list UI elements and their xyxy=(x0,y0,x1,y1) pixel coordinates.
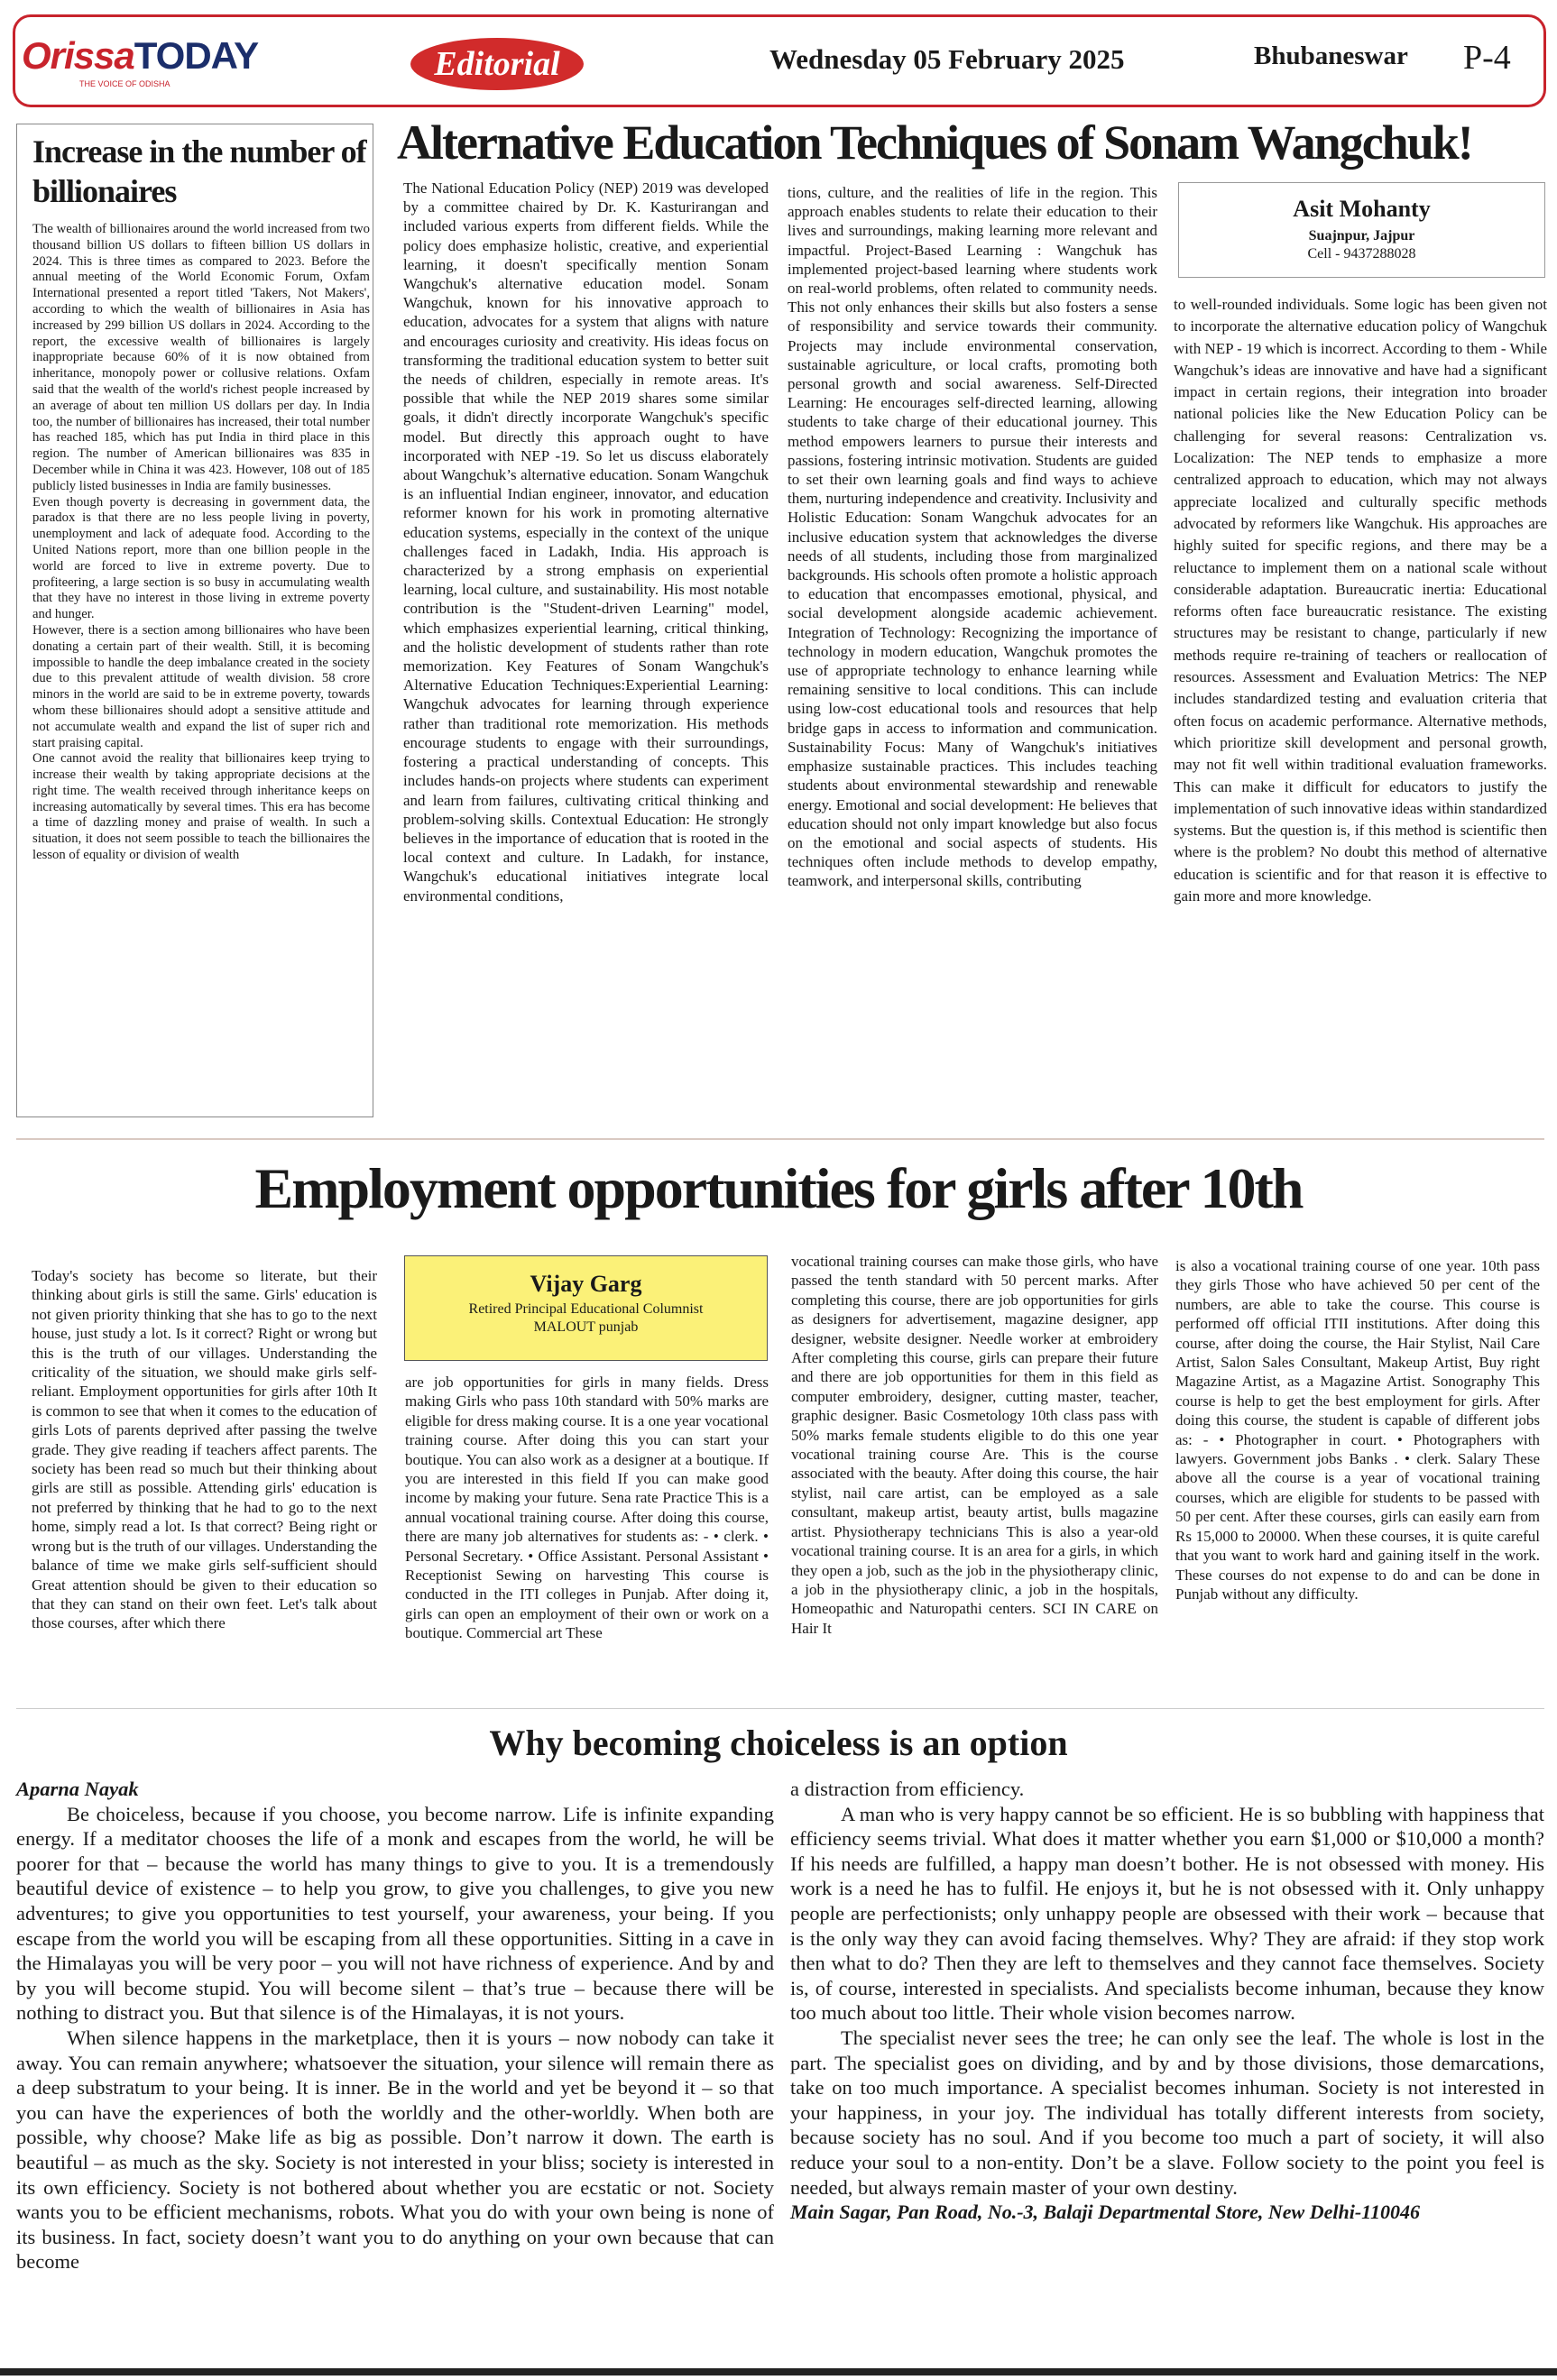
billionaires-paragraph: However, there is a section among billionaires who have been donating a certain part of their wealth. Still, it is becoming impossible to handle the deep imbalance created in the society due to this prevalent attitude of wealth division. 58 crore minors in the world are said to be in extreme poverty, towards whom these billionaires should adopt a sensitive attitude and not accumulate wealth and expand the list of super rich and start praising capital. xyxy=(32,622,370,750)
logo-orissa: Orissa xyxy=(22,34,134,77)
wangchuk-headline: Alternative Education Techniques of Sonam Wangchuk! xyxy=(397,115,1472,170)
author-name: Vijay Garg xyxy=(530,1271,642,1297)
billionaires-paragraph: The wealth of billionaires around the world increased from two thousand billion US dollars to fifteen billion US dollars in 2024. This is three times as compared to 2023. Before the annual meeting of the World Economic Forum, Oxfam International presented a report titled 'Takers, Not Makers', according to which the wealth of billionaires in Asia has increased by 299 billion US dollars in 2024. According to the report, the excessive wealth of billionaires is largely inappropriate because 60% of it is now obtained from inheritance, monopoly power or collusive relations. Oxfam said that the wealth of the world's richest people increased by an average of about ten million US dollars per day. In India too, the number of billionaires has increased, their total number has reached 185, which has put India in third place in this region. The number of American billionaires was 835 in December while in China it was 423. However, 108 out of 185 publicly listed businesses in India are family businesses. xyxy=(32,222,370,493)
choiceless-paragraph: A man who is very happy cannot be so efficient. He is so bubbling with happiness that efficiency seems trivial. What does it matter whether you earn $1,000 or $10,000 a month? If his needs are fulfilled, a happy man doesn’t bother. He is not obsessed with money. His work is a need he has to fulfil. He enjoys it, but he is not obsessed with it. Only unhappy people are perfectionists; only unhappy people are obsessed with their work – because that is the only way they can avoid facing themselves. Why? They are afraid: if they stop work then what to do? Then they are left to themselves and they cannot face themselves. Society is, of course, interested in specialists. And specialists become inhuman, because they know too much about too little. Their whole vision becomes narrow. xyxy=(790,1802,1544,2025)
choiceless-paragraph: The specialist never sees the tree; he can only see the leaf. The whole is lost in the part. The specialist goes on dividing, and by and by those divisions, those demarcations, take on too much importance. A specialist becomes inhuman. Society is not interested in your happiness, in your joy. The individual has totally different interests from society, because society has no soul. And if you become too much a part of society, it will also reduce your soul to a non-entity. Don’t be a slave. Follow society to the point you feel is needed, but always remain master of your own destiny. xyxy=(790,2026,1544,2199)
orissa-today-logo[interactable] xyxy=(22,34,258,78)
author-place: MALOUT punjab xyxy=(533,1319,639,1335)
wangchuk-column-2: tions, culture, and the realities of life in the region. This approach enables students to relate their education to their lives and surroundings, making learning more relevant and impactful. Project-Based Learning : Wangchuk has implemented project-based learning where students work on real-world problems, often related to community needs. This not only enhances their skills but also fosters a sense of responsibility and service towards their community. Projects may include environmental conservation, sustainable agriculture, or local crafts, promoting both personal growth and social awareness. Self-Directed Learning: He encourages self-directed learning, allowing students to take charge of their educational journey. This method empowers learners to pursue their interests and passions, fostering intrinsic motivation. Students are guided to set their own learning goals and find ways to achieve them, nurturing independence and creativity. Inclusivity and Holistic Education: Sonam Wangchuk advocates for an inclusive education system that acknowledges the diverse needs of all students, including those from marginalized backgrounds. His schools often promote a holistic approach to education that encompasses emotional, physical, and social development alongside academic achievement. Integration of Technology: Recognizing the importance of technology in modern education, Wangchuk promotes the use of appropriate technology to enhance learning while remaining sensitive to local conditions. This can include using low-cost educational tools and resources that help bridge gaps in access to information and communication. Sustainability Focus: Many of Wangchuk's initiatives emphasize sustainable practices. This includes teaching students about environmental stewardship and renewable energy. Emotional and social development: He believes that education should not only impart knowledge but also focus on the emotional and social aspects of students. His techniques often include methods to develop empathy, teamwork, and interpersonal skills, contributing xyxy=(788,184,1157,890)
choiceless-column-left xyxy=(16,1777,774,2274)
employment-headline: Employment opportunities for girls after 10th xyxy=(254,1156,1303,1220)
wangchuk-column-1: The National Education Policy (NEP) 2019 was developed by a committee chaired by Dr. K. Kasturirangan and included various experts from different fields. While the policy does emphasize holistic, creative, and experiential learning, it doesn't specifically mention Sonam Wangchuk's alternative education model. Sonam Wangchuk, known for his innovative approach to education, advocates for a system that aligns with nature and encourages curiosity and creativity. His ideas focus on transforming the traditional education system to better suit the needs of children, especially in remote areas. It's possible that while the NEP 2019 shares some similar goals, it didn't directly incorporate Wangchuk's specific model. But directly this approach ought to have incorporated with NEP -19. So let us discuss elaborately about Wangchuk’s alternative education. Sonam Wangchuk is an influential Indian engineer, innovator, and education reformer known for his work in promoting alternative education systems, especially in the context of the unique challenges faced in Ladakh, India. His approach is characterized by a strong emphasis on experiential learning, local culture, and sustainability. His most notable contribution is the "Student-driven Learning" model, which emphasizes experiential learning, critical thinking, and the holistic development of students rather than rote memorization. Key Features of Sonam Wangchuk's Alternative Education Techniques:Experiential Learning: Wangchuk advocates for learning through experience rather than traditional rote memorization. His methods encourage students to engage with their surroundings, fostering a practical understanding of concepts. This includes hands-on projects where students can experiment and learn from failures, cultivating critical thinking and problem-solving skills. Contextual Education: He strongly believes in the importance of education that is rooted in the local context and culture. In Ladakh, for instance, Wangchuk's educational initiatives integrate local environmental conditions, xyxy=(403,179,769,905)
employment-column-4: is also a vocational training course of one year. 10th pass they girls Those who have achieved 50 per cent of the numbers, are able to take the course. This course is performed off official ITII institutions. After doing this course, after doing the course, the Hair Stylist, Nail Care Artist, Salon Sales Consultant, Makeup Artist, Buy right Magazine Artist, as a Magazine Artist. Sonography This course is help to get the best employment for girls. After doing this course, the student is capable of different jobs as: - • Photographer in court. • Photographers with lawyers. Government jobs Banks . • clerk. Salary These above all the course is a year of vocational training courses, which are eligible for students to be passed with 50 per cent. After these courses, girls can easily earn from Rs 15,000 to 20000. When these courses, it is quite careful that you want to work hard and gaining itself in the work. These courses do not expense to do and can be done in Punjab without any difficulty. xyxy=(1175,1257,1540,1603)
choiceless-headline: Why becoming choiceless is an option xyxy=(489,1723,1068,1763)
page-number: P-4 xyxy=(1463,39,1511,77)
author-role: Retired Principal Educational Columnist xyxy=(468,1301,704,1317)
choiceless-paragraph: a distraction from efficiency. xyxy=(790,1778,1025,1800)
billionaires-body xyxy=(32,222,370,864)
employment-column-3: vocational training courses can make those girls, who have passed the tenth standard with 50 percent marks. After completing this course, there are job opportunities for girls as designers for advertisement, magazine designer, app designer, website designer. Needle worker at embroidery After completing this course, girls can prepare their future and there are job opportunities for them in this field as computer embroidery, designer, cutting master, teacher, graphic designer. Basic Cosmetology 10th class pass with 50% marks female students eligible to do this one year vocational training course Are. This is the course associated with the beauty. After doing this course, the hair stylist, nail care artist, can be employed as a sale consultant, makeup artist, beauty artist, bulls magazine artist. Physiotherapy technicians This is also a year-old vocational training course. It is an area for a girls, in which they open a job, such as the job in the physiotherapy clinic, a job in the physiotherapy clinic, a job in the hospitals, Homeopathic and Naturopathi centers. SCI IN CARE on Hair It xyxy=(791,1253,1158,1637)
author-place: Suajnpur, Jajpur xyxy=(1308,228,1415,244)
wangchuk-column-3: to well-rounded individuals. Some logic has been given not to incorporate the alternative education policy of Wangchuk with NEP - 19 which is incorrect. According to them - While Wangchuk’s ideas are innovative and have had a significant impact in certain regions, their integration into broader national policies like the New Education Policy can be challenging for several reasons: Centralization vs. Localization: The NEP tends to emphasize a more centralized approach to education, which may not always appreciate localized and culturally specific methods advocated by reformers like Wangchuk. His approaches are highly suited for specific regions, and there may be a reluctance to implement them on a national scale without considerable adaptation. Bureaucratic inertia: Educational reforms often face bureaucratic resistance. The existing structures may be resistant to change, particularly if new methods require re-training of teachers or reallocation of resources. Assessment and Evaluation Metrics: The NEP includes standardized testing and evaluation criteria that often focus on academic performance. Alternative methods, which prioritize skill development and personal growth, may not fit well within traditional evaluation frameworks. This can make it difficult for educators to justify the implementation of such innovative ideas within standardized systems. But the question is, if this method is scientific then where is the problem? No doubt this method of alternative education is scientific and for that reason it is effective to gain more and more knowledge. xyxy=(1174,296,1547,905)
billionaires-title: Increase in the number of billionaires xyxy=(32,133,366,209)
choiceless-paragraph: Be choiceless, because if you choose, you become narrow. Life is infinite expanding energy. If a meditator chooses the life of a monk and escapes from the world, he will be poorer for that – because the world has many things to give to you. It is a tremendously beautiful device of existence – to help you grow, to give you challenges, to give you new adventures; to give you opportunities to test yourself, your awareness, your being. If you escape from the world you will be escaping from all these opportunities. Sitting in a cave in the Himalayas you will be very poor – you will not have richness of experience. And by and by you will become stupid. You will become silent – that’s true – because there will be nothing to distract you. But that silence is of the Himalayas, it is not yours. xyxy=(16,1802,774,2025)
author-cell: Cell - 9437288028 xyxy=(1307,246,1416,262)
employment-column-2: are job opportunities for girls in many fields. Dress making Girls who pass 10th standard with 50% marks are eligible for dress making course. It is a one year vocational training course. After doing this you can start your boutique. You can also work as a designer at a boutique. If you are interested in this field If you can make good income by making your future. Sena rate Practice This is a annual vocational training course. After doing this course, there are many job alternatives for students as: - • clerk. • Personal Secretary. • Office Assistant. Personal Assistant • Receptionist Sewing on harvesting This course is conducted in the ITI colleges in Punjab. After doing it, girls can open an employment of their own or work on a boutique. Commercial art These xyxy=(405,1374,769,1642)
issue-date: Wednesday 05 February 2025 xyxy=(769,43,1125,75)
choiceless-column-right xyxy=(790,1777,1544,2225)
choiceless-byline: Aparna Nayak xyxy=(16,1778,139,1800)
section-divider xyxy=(16,1708,1544,1709)
wangchuk-author-box xyxy=(1178,182,1545,278)
employment-column-1: Today's society has become so literate, but their thinking about girls is still the same. Girls' education is not given priority thinking that she has to go to the next house, just study a lot. Is it correct? Right or wrong but this is the truth of our villages. Understanding the criticality of the situation, we should make girls self-reliant. Employment opportunities for girls after 10th It is common to see that when it comes to the education of girls Lots of parents deprived after passing the twelve grade. They give reading if teachers affect parents. The society has been read so much but their thinking about girls are still as possible. Attending girls' education is not preferred by thinking that he had to go to the next home, simply read a lot. Is that correct? Being right or wrong but is the truth of our villages. Understanding the balance of time we make girls self-sufficient should Great attention should be given to their education so that they can stand on their own feet. Let's talk about those courses, after which there xyxy=(32,1267,377,1632)
employment-author-box xyxy=(404,1255,768,1361)
edition-city: Bhubaneswar xyxy=(1254,41,1408,70)
logo-tagline: THE VOICE OF ODISHA xyxy=(79,79,170,88)
choiceless-address: Main Sagar, Pan Road, No.-3, Balaji Departmental Store, New Delhi-110046 xyxy=(790,2201,1420,2224)
page-bottom-rule xyxy=(0,2368,1557,2375)
billionaires-paragraph: One cannot avoid the reality that billionaires keep trying to increase their wealth by taking appropriate decisions at the right time. The wealth received through inheritance keeps on increasing automatically by several times. This era has become a time of dazzling money and praise of wealth. In such a situation, it does not seem possible to teach the billionaires the lesson of equality or division of wealth xyxy=(32,751,370,863)
billionaires-paragraph: Even though poverty is decreasing in government data, the paradox is that there are no less people living in poverty, unemployment and lack of adequate food. According to the United Nations report, more than one billion people in the world are forced to live in extreme poverty. Due to profiteering, a large section is so busy in accumulating wealth that they have no interest in those living in extreme poverty and hunger. xyxy=(32,494,370,622)
section-badge: Editorial xyxy=(410,38,584,90)
logo-today: TODAY xyxy=(134,34,259,77)
section-divider xyxy=(16,1138,1544,1140)
choiceless-paragraph: When silence happens in the marketplace, then it is yours – now nobody can take it away. You can remain anywhere; whatsoever the situation, your silence will remain there as a deep substratum to your being. It is inner. Be in the world and yet be beyond it – so that you can have the experiences of both the worldly and the other-worldly. When both are possible, why choose? Make life as big as possible. Don’t narrow it down. The earth is beautiful – as much as the sky. Society is not interested in your bliss; society is interested in its own efficiency. Society is not bothered about whether you are ecstatic or not. Society wants you to be efficient mechanisms, robots. What you do with your own being is none of its business. In fact, society doesn’t want you to do anything on your own because that can become xyxy=(16,2026,774,2274)
author-name: Asit Mohanty xyxy=(1293,196,1431,222)
